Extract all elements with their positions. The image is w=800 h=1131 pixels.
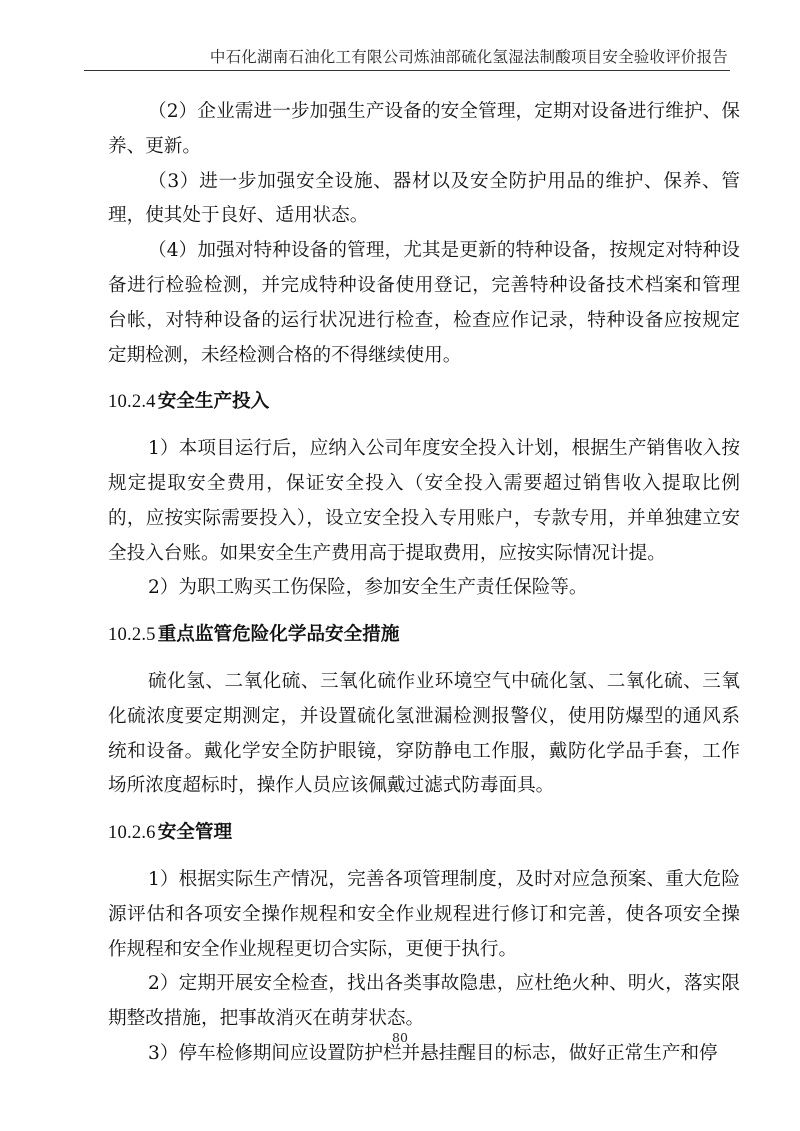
- paragraph: 1）根据实际生产情况，完善各项管理制度，及时对应急预案、重大危险源评估和各项安全操作规程和安全作业规程进行修订和完善，使各项安全操作规程和安全作业规程更切合实际，更便于执行。: [108, 868, 740, 960]
- body-text: [108, 95, 740, 1072]
- paragraph: （2）企业需进一步加强生产设备的安全管理，定期对设备进行维护、保养、更新。: [108, 101, 740, 157]
- section-heading: [108, 816, 740, 851]
- paragraph: （3）进一步加强安全设施、器材以及安全防护用品的维护、保养、管理，使其处于良好、适用状态。: [108, 170, 740, 227]
- paragraph: 2）定期开展安全检查，找出各类事故隐患，应杜绝火种、明火，落实限期整改措施，把事故消灭在萌芽状态。: [108, 973, 740, 1030]
- section-title: 重点监管危险化学品安全措施: [157, 624, 400, 646]
- paragraph: （4）加强对特种设备的管理，尤其是更新的特种设备，按规定对特种设备进行检验检测，并完成特种设备使用登记，完善特种设备技术档案和管理台帐，对特种设备的运行状况进行检查，检查应作记录，特种设备应按规定定期检测，未经检测合格的不得继续使用。: [108, 240, 740, 366]
- section-number: 10.2.5: [108, 624, 156, 646]
- section-heading: [108, 385, 740, 420]
- paragraph: 2）为职工购买工伤保险，参加安全生产责任保险等。: [148, 577, 588, 599]
- paragraph: 硫化氢、二氧化硫、三氧化硫作业环境空气中硫化氢、二氧化硫、三氧化硫浓度要定期测定，并设置硫化氢泄漏检测报警仪，使用防爆型的通风系统和设备。戴化学安全防护眼镜，穿防静电工作服，戴防化学品手套，工作场所浓度超标时，操作人员应该佩戴过滤式防毒面具。: [108, 670, 740, 797]
- section-number: 10.2.6: [108, 822, 156, 844]
- paragraph: 3）停车检修期间应设置防护栏并悬挂醒目的标志，做好正常生产和停: [148, 1042, 718, 1064]
- section-number: 10.2.4: [108, 391, 156, 413]
- section-title: 安全生产投入: [157, 391, 270, 413]
- section-heading: [108, 618, 740, 653]
- running-header: 中石化湖南石油化工有限公司炼油部硫化氢湿法制酸项目安全验收评价报告: [209, 48, 728, 66]
- header-rule: [84, 70, 730, 71]
- page-number: 80: [392, 1030, 408, 1045]
- section-title: 安全管理: [157, 822, 233, 844]
- paragraph: 1）本项目运行后，应纳入公司年度安全投入计划，根据生产销售收入按规定提取安全费用，保证安全投入（安全投入需要超过销售收入提取比例的，应按实际需要投入），设立安全投入专用账户，专款专用，并单独建立安全投入台账。如果安全生产费用高于提取费用，应按实际情况计提。: [108, 438, 740, 564]
